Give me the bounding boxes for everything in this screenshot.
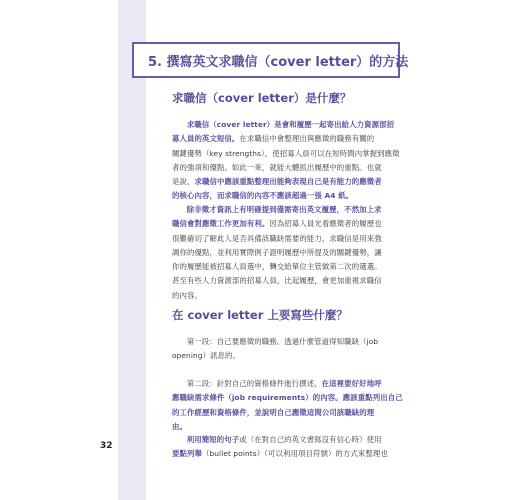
text-line xyxy=(172,447,392,461)
text-line xyxy=(172,246,392,260)
highlighted-text: 募人員的英文短信。 xyxy=(172,134,240,144)
body-text: 甚至有些人力資源部的招募人員，比起履歷，會更加重視求職信 xyxy=(172,276,382,286)
text-line xyxy=(172,175,392,189)
section-banner xyxy=(132,42,409,78)
highlighted-text: 應該重點列出自己 xyxy=(342,393,403,403)
body-text: 者的強項和優點。如此一來，就能大體抓出履歷中的重點。也就 xyxy=(172,162,382,172)
paragraph-definition xyxy=(172,118,400,204)
body-text: 或（在對自己的英文書寫沒有信心時）使用 xyxy=(239,435,382,444)
body-text: 第二段：針對自己的資格條件進行撰述， xyxy=(186,379,322,388)
text-line xyxy=(172,147,400,161)
highlighted-text: 應職缺需求條件（job requirements）的內容。 xyxy=(172,393,343,403)
text-line xyxy=(172,289,392,303)
text-line xyxy=(172,232,392,246)
body-text: 因為招募人員光看應徵者的履歷也 xyxy=(269,219,382,229)
text-line xyxy=(172,349,392,363)
paragraph-second-section xyxy=(172,377,403,434)
text-line xyxy=(172,260,392,274)
text-line xyxy=(172,406,392,420)
text-line xyxy=(172,433,392,447)
paragraph-first-section xyxy=(172,335,392,364)
body-text: 你的履歷能被招募人員選中，轉交給單位主管做第二次的選選。 xyxy=(172,262,382,272)
body-text: 的內容。 xyxy=(172,290,202,300)
text-line xyxy=(172,118,395,132)
highlighted-text: 職信會對應徵工作更加有利。 xyxy=(172,219,270,229)
highlighted-text: 利用簡短的句子 xyxy=(186,435,240,444)
highlighted-text: 的工作經歷和資格條件，並說明自己應徵這間公司該職缺的理 xyxy=(172,407,375,417)
paragraph-importance xyxy=(172,203,392,303)
heading-what-is-cover-letter: 求職信（cover letter）是什麼？ xyxy=(172,91,352,105)
highlighted-text: 的核心內容，而求職信的內容不應該超過一張 A4 紙。 xyxy=(172,191,354,201)
paragraph-bullet-points xyxy=(172,433,392,462)
body-text: 第一段：自己要應徵的職務、透過什麼管道得知職缺（job xyxy=(186,337,379,346)
highlighted-text: 要點列舉 xyxy=(172,449,202,459)
heading-what-to-write: 在 cover letter 上要寫些什麼？ xyxy=(172,308,348,322)
body-text: 調你的優點，並利用實際例子證明履歷中所提及的關鍵優勢，讓 xyxy=(172,247,382,257)
text-line xyxy=(172,203,392,217)
body-text: opening）訊息的。 xyxy=(172,351,241,361)
body-text: 是說， xyxy=(172,177,195,187)
text-line xyxy=(172,335,392,349)
body-text: 在求職信中會整理出與應徵的職務有關的 xyxy=(239,134,375,144)
highlighted-text: 求職信（cover letter）是會和履歷一起寄出給人力資源部招 xyxy=(186,120,395,129)
text-line xyxy=(172,132,392,146)
highlighted-text: 求職信中應該重點整理出能夠表現自己是有能力的應徵者 xyxy=(194,177,382,187)
page-number: 32 xyxy=(100,441,113,451)
highlighted-text: 由。 xyxy=(172,421,187,431)
highlighted-text: 除非徵才資訊上有明確提到僅需寄出英文履歷，不然加上求 xyxy=(186,205,382,214)
text-line xyxy=(172,189,392,203)
section-title: 5. 撰寫英文求職信（cover letter）的方法 xyxy=(148,54,409,70)
text-line xyxy=(172,274,392,288)
text-line xyxy=(172,161,392,175)
text-line xyxy=(172,377,392,391)
body-text: 很難確切了解此人是否具備該職缺需要的能力，求職信是用來強 xyxy=(172,233,382,243)
body-text: 關鍵優勢（key strengths），使招募人員可以在短時間內掌握到應徵 xyxy=(172,148,400,158)
text-line xyxy=(172,391,403,405)
highlighted-text: 在這裡要好好地呼 xyxy=(321,379,382,388)
text-line xyxy=(172,217,392,231)
body-text: （bullet points）（可以利用項目符號）的方式來整理也 xyxy=(201,449,388,459)
